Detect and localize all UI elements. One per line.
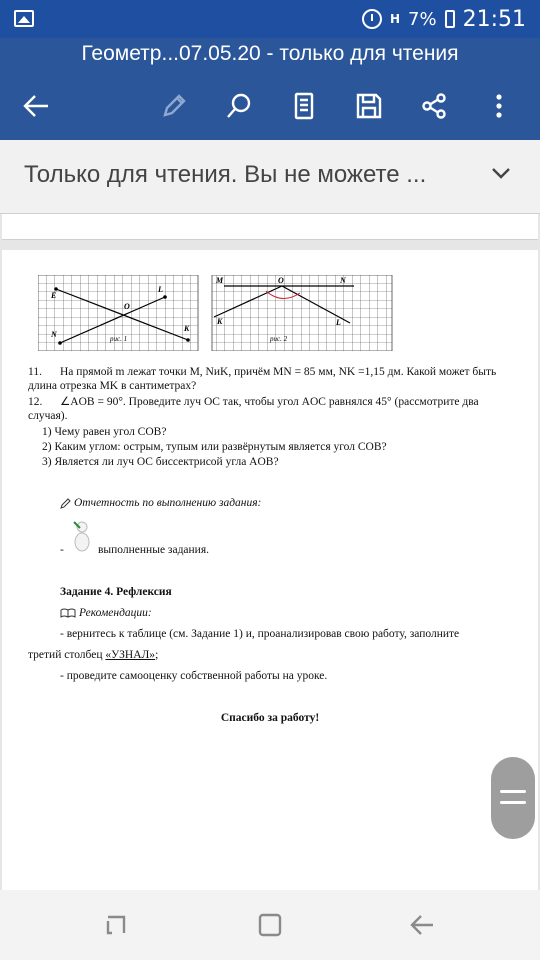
rec1-prefix: третий столбец <box>28 649 106 661</box>
label-l-right: L <box>336 318 341 327</box>
more-vert-icon <box>494 92 504 120</box>
recent-apps-icon <box>105 912 131 938</box>
label-l: L <box>158 285 163 294</box>
alarm-icon <box>362 9 382 29</box>
app-bar <box>0 38 540 140</box>
battery-percent: 7% <box>408 8 437 30</box>
clock: 21:51 <box>462 6 526 32</box>
search-button[interactable] <box>215 84 263 128</box>
save-button[interactable] <box>345 84 393 128</box>
status-right <box>362 6 526 32</box>
label-o-right: O <box>278 276 284 285</box>
caption-fig1: рис. 1 <box>110 335 128 343</box>
back-button[interactable] <box>12 84 60 128</box>
recommendation-2: - проведите самооценку собственной работы на уроке. <box>60 670 328 682</box>
reading-view-icon <box>293 92 315 120</box>
uznal-link[interactable]: «УЗНАЛ» <box>105 649 156 661</box>
point-n <box>58 341 62 345</box>
more-options-button[interactable] <box>475 84 523 128</box>
rec1-suffix: ; <box>155 649 159 661</box>
read-only-message: Только для чтения. Вы не можете ... <box>24 161 427 188</box>
home-button[interactable] <box>250 908 290 942</box>
home-icon <box>257 912 283 938</box>
share-icon <box>420 92 448 120</box>
handle-line-top <box>500 790 526 793</box>
point-k <box>186 338 190 342</box>
search-icon <box>225 92 253 120</box>
document-page[interactable] <box>2 250 538 890</box>
point-l <box>163 295 167 299</box>
report-heading: Отчетность по выполнению задания: <box>74 497 262 509</box>
label-o-left: O <box>124 302 130 311</box>
student-figure-icon <box>68 518 96 554</box>
task12-question-1: 1) Чему равен угол COB? <box>42 426 167 438</box>
label-n-right: N <box>340 276 346 285</box>
task11-number: 11. <box>28 366 42 378</box>
label-k-right: K <box>217 317 223 326</box>
chevron-down-icon[interactable] <box>490 166 512 180</box>
picture-notification-icon <box>14 10 34 27</box>
label-e: E <box>51 291 57 300</box>
edit-button[interactable] <box>150 84 198 128</box>
report-item: выполненные задания. <box>98 544 209 556</box>
recommendation-1-line2 <box>28 648 158 662</box>
open-book-icon <box>60 608 76 618</box>
task12-line2: случая). <box>28 410 68 422</box>
nav-back-icon <box>409 912 435 938</box>
recommendations-label: Рекомендации: <box>79 607 152 619</box>
label-n-left: N <box>51 330 57 339</box>
thanks-message: Спасибо за работу! <box>220 712 320 724</box>
task12-question-2: 2) Каким углом: острым, тупым или развёрнутым является угол COB? <box>42 441 387 453</box>
nav-back-button[interactable] <box>402 908 442 942</box>
report-item-dash: - <box>60 544 64 556</box>
status-bar <box>0 0 540 38</box>
pencil-icon <box>161 93 187 119</box>
task11-line2: длина отрезка MK в сантиметрах? <box>28 380 197 392</box>
share-button[interactable] <box>410 84 458 128</box>
system-nav-bar <box>0 890 540 960</box>
save-icon <box>355 92 383 120</box>
label-k-left: K <box>184 324 190 333</box>
signal-label: H <box>389 12 401 26</box>
document-page-previous <box>2 214 538 240</box>
caption-fig2: рис. 2 <box>270 335 288 343</box>
battery-icon <box>445 10 455 28</box>
read-only-banner[interactable] <box>0 140 540 214</box>
recommendations-row <box>60 606 152 620</box>
report-heading-row <box>60 496 261 510</box>
document-title: Геометр...07.05.20 - только для чтения <box>81 42 459 65</box>
task11-line1: На прямой m лежат точки M, NиK, причём MN = 85 мм, NK =1,15 дм. Какой может быть <box>60 366 497 378</box>
handle-line-bottom <box>500 801 526 804</box>
geometry-figures <box>38 275 394 351</box>
pen-note-icon <box>60 498 71 509</box>
task12-line1: ∠AOB = 90°. Проведите луч OC так, чтобы угол AOC равнялся 45° (рассмотрите два <box>60 396 479 408</box>
label-m: M <box>216 276 224 285</box>
task12-question-3: 3) Является ли луч OC биссектрисой угла AOB? <box>42 456 279 468</box>
task12-number: 12. <box>28 396 43 408</box>
recent-apps-button[interactable] <box>98 908 138 942</box>
reading-view-button[interactable] <box>280 84 328 128</box>
recommendation-1-line1: - вернитесь к таблице (см. Задание 1) и, проанализировав свою работу, заполните <box>60 628 460 640</box>
back-arrow-icon <box>22 94 50 118</box>
scroll-handle[interactable] <box>491 757 535 839</box>
task4-heading: Задание 4. Рефлексия <box>60 586 172 598</box>
